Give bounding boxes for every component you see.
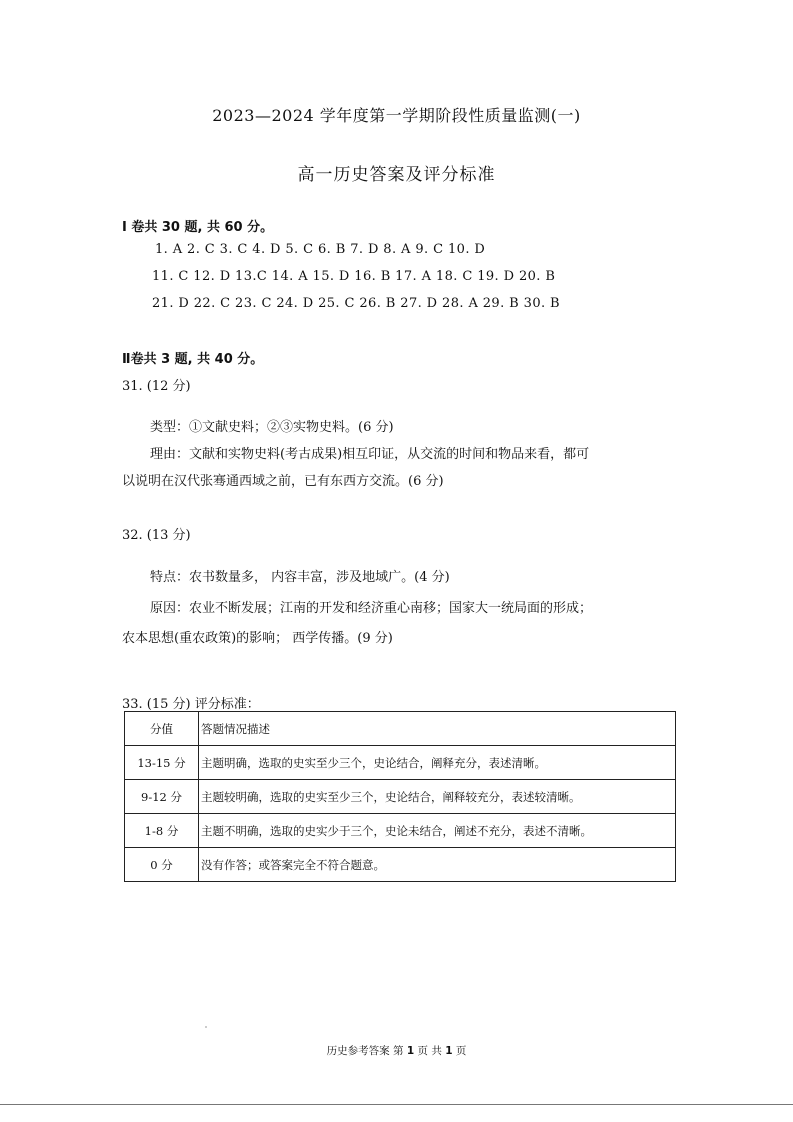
q31-reason-line-2: 以说明在汉代张骞通西域之前，已有东西方交流。(6 分) <box>122 474 444 489</box>
part2-heading: Ⅱ卷共 3 题, 共 40 分。 <box>122 352 264 367</box>
q31-type-line: 类型：①文献史料；②③实物史料。(6 分) <box>150 420 394 435</box>
q31-reason-line-1: 理由：文献和实物史料(考古成果)相互印证，从交流的时间和物品来看，都可 <box>150 447 590 462</box>
answer-line-2: 11. C 12. D 13.C 14. A 15. D 16. B 17. A 18. C 19. D 20. B <box>152 269 556 284</box>
document-title: 2023—2024 学年度第一学期阶段性质量监测(一) <box>212 106 581 125</box>
q31-heading: 31. (12 分) <box>122 379 191 394</box>
document-subtitle: 高一历史答案及评分标准 <box>297 165 496 185</box>
table-header-row <box>125 712 676 746</box>
table-cell-score: 0 分 <box>125 848 199 882</box>
answer-line-3: 21. D 22. C 23. C 24. D 25. C 26. B 27. D 28. A 29. B 30. B <box>152 296 561 311</box>
table-cell-score: 9-12 分 <box>125 780 199 814</box>
footer-middle: 页 共 <box>417 1045 442 1057</box>
q32-heading: 32. (13 分) <box>122 528 191 543</box>
page-footer <box>0 1043 793 1058</box>
table-cell-score: 13-15 分 <box>125 746 199 780</box>
table-header-score: 分值 <box>125 712 199 746</box>
table-cell-description: 主题不明确，选取的史实少于三个，史论未结合，阐述不充分，表述不清晰。 <box>199 814 676 848</box>
scan-speck <box>205 1026 207 1028</box>
answer-line-1: 1. A 2. C 3. C 4. D 5. C 6. B 7. D 8. A 9. C 10. D <box>155 242 486 257</box>
table-row <box>125 780 676 814</box>
part1-heading: Ⅰ 卷共 30 题, 共 60 分。 <box>122 220 274 235</box>
rubric-table <box>124 711 676 882</box>
table-row <box>125 848 676 882</box>
table-cell-score: 1-8 分 <box>125 814 199 848</box>
table-cell-description: 主题较明确，选取的史实至少三个，史论结合，阐释较充分，表述较清晰。 <box>199 780 676 814</box>
page-bottom-divider <box>0 1104 793 1105</box>
q33-heading: 33. (15 分) 评分标准： <box>122 697 260 712</box>
table-cell-description: 主题明确，选取的史实至少三个，史论结合，阐释充分，表述清晰。 <box>199 746 676 780</box>
footer-total-pages: 1 <box>445 1045 453 1057</box>
q32-cause-line-2: 农本思想(重农政策)的影响； 西学传播。(9 分) <box>122 631 393 646</box>
table-row <box>125 814 676 848</box>
table-row <box>125 746 676 780</box>
q32-feature-line: 特点：农书数量多， 内容丰富，涉及地域广。(4 分) <box>150 570 450 585</box>
q32-cause-line-1: 原因：农业不断发展；江南的开发和经济重心南移；国家大一统局面的形成； <box>150 601 593 616</box>
table-header-description: 答题情况描述 <box>199 712 676 746</box>
footer-prefix: 历史参考答案 第 <box>326 1045 404 1057</box>
footer-suffix: 页 <box>455 1045 467 1057</box>
footer-page-number: 1 <box>406 1045 415 1057</box>
table-cell-description: 没有作答；或答案完全不符合题意。 <box>199 848 676 882</box>
